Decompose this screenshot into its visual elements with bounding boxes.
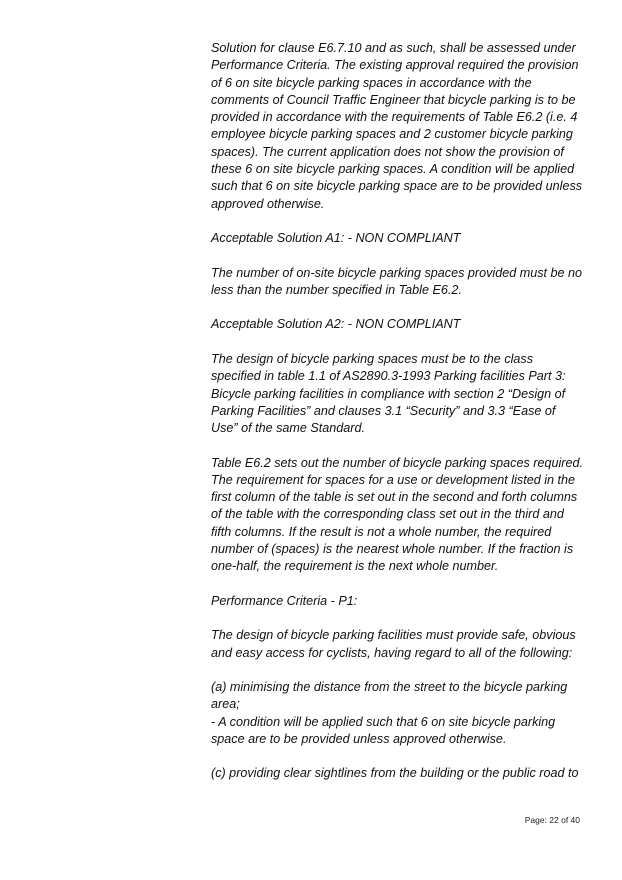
list-item-a-response: - A condition will be applied such that 6 on site bicycle parking space are to be provided unless approved otherwise. xyxy=(211,714,556,746)
heading-acceptable-solution-a2: Acceptable Solution A2: - NON COMPLIANT xyxy=(211,317,461,332)
paragraph-p1-requirement: The design of bicycle parking facilities must provide safe, obvious and easy access for cyclists, having regard to all of the following: xyxy=(211,628,576,660)
paragraph-assessment-intro: Solution for clause E6.7.10 and as such, shall be assessed under Performance Criteria. The existing approval required the provision of 6 on site bicycle parking spaces in accordance with the comments of Council Traffic Engineer that bicycle parking is to be provided in accordance with the requirements of Table E6.2 (i.e. 4 employee bicycle parking spaces and 2 customer bicycle parking spaces). The current application does not show the provision of these 6 on site bicycle parking spaces. A condition will be applied such that 6 on site bicycle parking space are to be provided unless approved otherwise. xyxy=(211,41,583,211)
page-number: Page: 22 of 40 xyxy=(524,815,580,825)
heading-acceptable-solution-a1: Acceptable Solution A1: - NON COMPLIANT xyxy=(211,231,461,246)
paragraph-a1-requirement: The number of on-site bicycle parking spaces provided must be no less than the number specified in Table E6.2. xyxy=(211,265,583,297)
paragraph-table-e6-2: Table E6.2 sets out the number of bicycle parking spaces required. The requirement for spaces for a use or development listed in the first column of the table is set out in the second and forth columns of the table with the corresponding class set out in the third and fifth columns. If the result is not a whole number, the required number of (spaces) is the nearest whole number. If the fraction is one-half, the requirement is the next whole number. xyxy=(211,455,583,574)
list-item-c: (c) providing clear sightlines from the building or the public road to xyxy=(211,766,579,781)
paragraph-a2-requirement: The design of bicycle parking spaces must be to the class specified in table 1.1 of AS2890.3-1993 Parking facilities Part 3: Bicycle parking facilities in compliance with section 2 “Design of Parking Facilities” and clauses 3.1 “Security” and 3.3 “Ease of Use” of the same Standard. xyxy=(211,351,566,436)
list-item-a: (a) minimising the distance from the street to the bicycle parking area; xyxy=(211,680,568,712)
heading-performance-criteria-p1: Performance Criteria - P1: xyxy=(211,593,358,608)
document-body xyxy=(211,40,583,800)
